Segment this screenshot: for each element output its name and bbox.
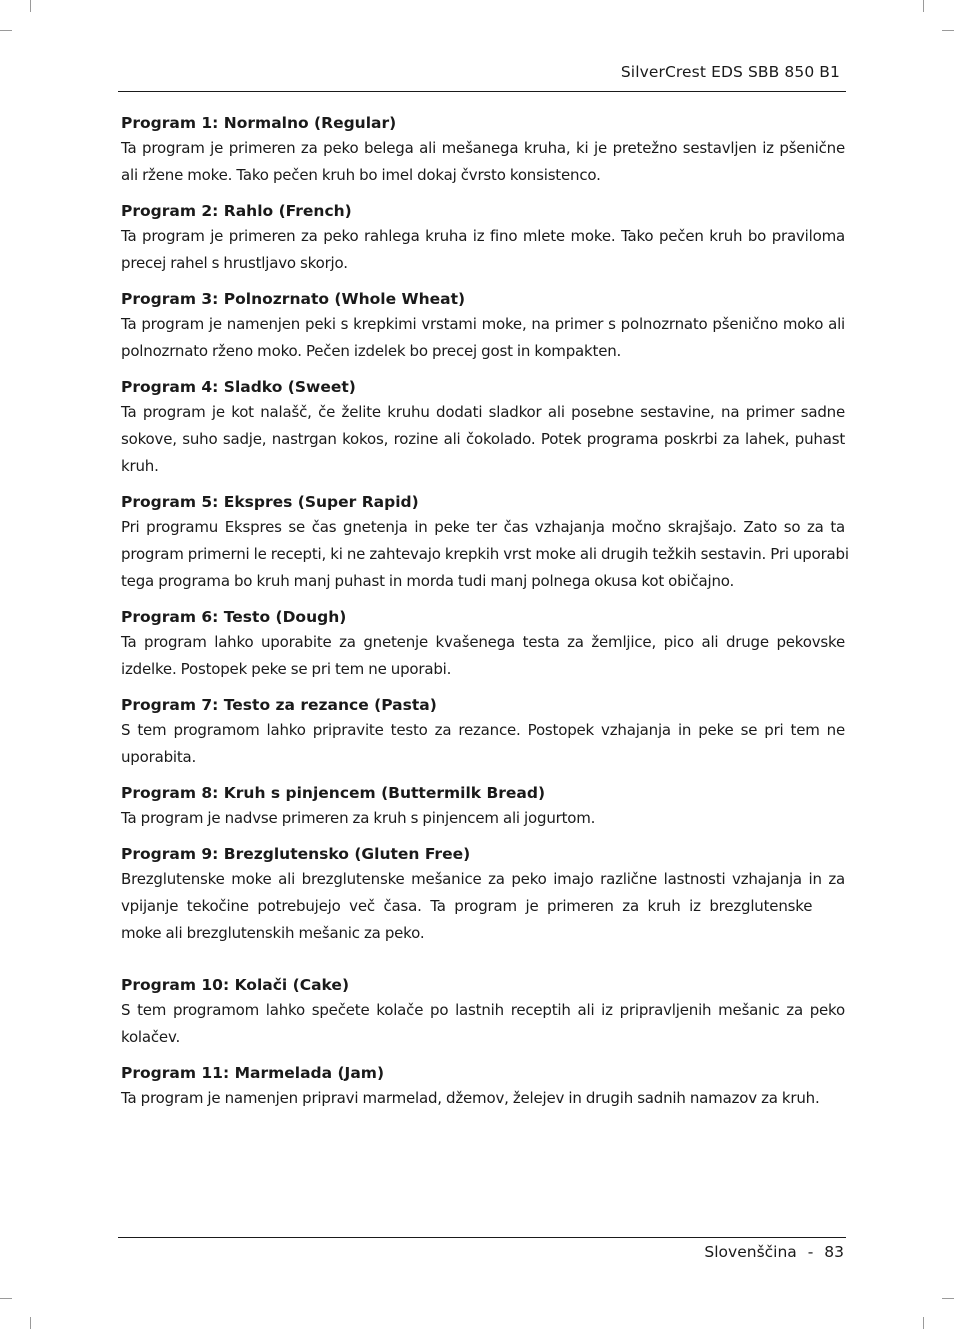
program-heading: Program 6: Testo (Dough) <box>121 608 347 626</box>
program-section-10 <box>121 974 845 1051</box>
description-line: Brezglutenske moke ali brezglutenske mešanice za peko imajo različne lastnosti vzhajanja in za <box>121 870 845 888</box>
description-line: Ta program je kot nalašč, če želite kruhu dodati sladkor ali posebne sestavine, na primer sadne <box>121 403 845 421</box>
program-section-9 <box>121 843 845 947</box>
description-line: vpijanje tekočine potrebujejo več časa. Ta program je primeren za kruh iz brezglutenske <box>121 897 813 915</box>
crop-mark-bottom-left <box>30 1317 31 1329</box>
header-divider <box>118 91 846 92</box>
crop-mark-bottom-left-h <box>0 1298 12 1299</box>
page-footer <box>704 1243 844 1261</box>
program-description <box>121 135 845 189</box>
program-section-5 <box>121 491 849 595</box>
program-heading: Program 8: Kruh s pinjencem (Buttermilk Bread) <box>121 784 546 802</box>
description-line: polnozrnato rženo moko. Pečen izdelek bo precej gost in kompakten. <box>121 342 622 360</box>
crop-mark-top-left <box>30 0 31 12</box>
description-line: kruh. <box>121 457 159 475</box>
program-description <box>121 629 845 683</box>
description-line: Ta program je namenjen pripravi marmelad, džemov, želejev in drugih sadnih namazov za kruh. <box>121 1089 820 1107</box>
crop-mark-top-right <box>923 0 924 12</box>
program-description <box>121 997 845 1051</box>
program-section-4 <box>121 376 845 480</box>
description-line: izdelke. Postopek peke se pri tem ne uporabi. <box>121 660 452 678</box>
footer-separator: - <box>807 1243 814 1261</box>
page-number: 83 <box>824 1243 844 1261</box>
program-heading: Program 4: Sladko (Sweet) <box>121 378 356 396</box>
program-section-6 <box>121 606 845 683</box>
crop-mark-top-left-h <box>0 30 12 31</box>
program-section-3 <box>121 288 845 365</box>
program-heading: Program 7: Testo za rezance (Pasta) <box>121 696 437 714</box>
program-description <box>121 717 845 771</box>
program-description <box>121 399 845 480</box>
description-line: Ta program lahko uporabite za gnetenje kvašenega testa za žemljice, pico ali druge pekovske <box>121 633 845 651</box>
program-heading: Program 2: Rahlo (French) <box>121 202 352 220</box>
description-line: kolačev. <box>121 1028 181 1046</box>
program-heading: Program 5: Ekspres (Super Rapid) <box>121 493 419 511</box>
description-line: Ta program je namenjen peki s krepkimi vrstami moke, na primer s polnozrnato pšenično moko ali <box>121 315 845 333</box>
footer-divider <box>118 1237 846 1238</box>
program-section-2 <box>121 200 845 277</box>
description-line: Ta program je primeren za peko belega ali mešanega kruha, ki je pretežno sestavljen iz pšenične <box>121 139 845 157</box>
description-line: Pri programu Ekspres se čas gnetenja in peke ter čas vzhajanja močno skrajšajo. Zato so za ta <box>121 518 845 536</box>
description-line: precej rahel s hrustljavo skorjo. <box>121 254 348 272</box>
program-description <box>121 311 845 365</box>
footer-language: Slovenščina <box>704 1243 797 1261</box>
program-heading: Program 11: Marmelada (Jam) <box>121 1064 385 1082</box>
program-description <box>121 805 845 832</box>
program-section-1 <box>121 112 845 189</box>
crop-mark-bottom-right <box>923 1317 924 1329</box>
program-heading: Program 1: Normalno (Regular) <box>121 114 397 132</box>
program-heading: Program 3: Polnozrnato (Whole Wheat) <box>121 290 466 308</box>
description-line: S tem programom lahko spečete kolače po lastnih receptih ali iz pripravljenih mešanic za peko <box>121 1001 845 1019</box>
program-section-7 <box>121 694 845 771</box>
program-description <box>121 866 845 947</box>
page-header-product: SilverCrest EDS SBB 850 B1 <box>620 63 840 81</box>
program-section-11 <box>121 1062 845 1112</box>
description-line: Ta program je nadvse primeren za kruh s pinjencem ali jogurtom. <box>121 809 596 827</box>
description-line: uporabita. <box>121 748 197 766</box>
crop-mark-bottom-right-h <box>942 1298 954 1299</box>
program-list <box>121 112 849 1123</box>
program-description <box>121 1085 845 1112</box>
description-line: S tem programom lahko pripravite testo za rezance. Postopek vzhajanja in peke se pri tem ne <box>121 721 845 739</box>
crop-mark-top-right-h <box>942 30 954 31</box>
description-line: tega programa bo kruh manj puhast in morda tudi manj polnega okusa kot običajno. <box>121 572 735 590</box>
program-section-8 <box>121 782 845 832</box>
description-line: program primerni le recepti, ki ne zahtevajo krepkih vrst moke ali drugih težkih sestavin. Pri uporabi <box>121 545 849 563</box>
description-line: moke ali brezglutenskih mešanic za peko. <box>121 924 425 942</box>
program-description <box>121 223 845 277</box>
program-heading: Program 10: Kolači (Cake) <box>121 976 350 994</box>
description-line: ali ržene moke. Tako pečen kruh bo imel dokaj čvrsto konsistenco. <box>121 166 601 184</box>
program-heading: Program 9: Brezglutensko (Gluten Free) <box>121 845 471 863</box>
description-line: sokove, suho sadje, nastrgan kokos, rozine ali čokolado. Potek programa poskrbi za lahek, puhast <box>121 430 845 448</box>
program-description <box>121 514 849 595</box>
description-line: Ta program je primeren za peko rahlega kruha iz fino mlete moke. Tako pečen kruh bo praviloma <box>121 227 845 245</box>
